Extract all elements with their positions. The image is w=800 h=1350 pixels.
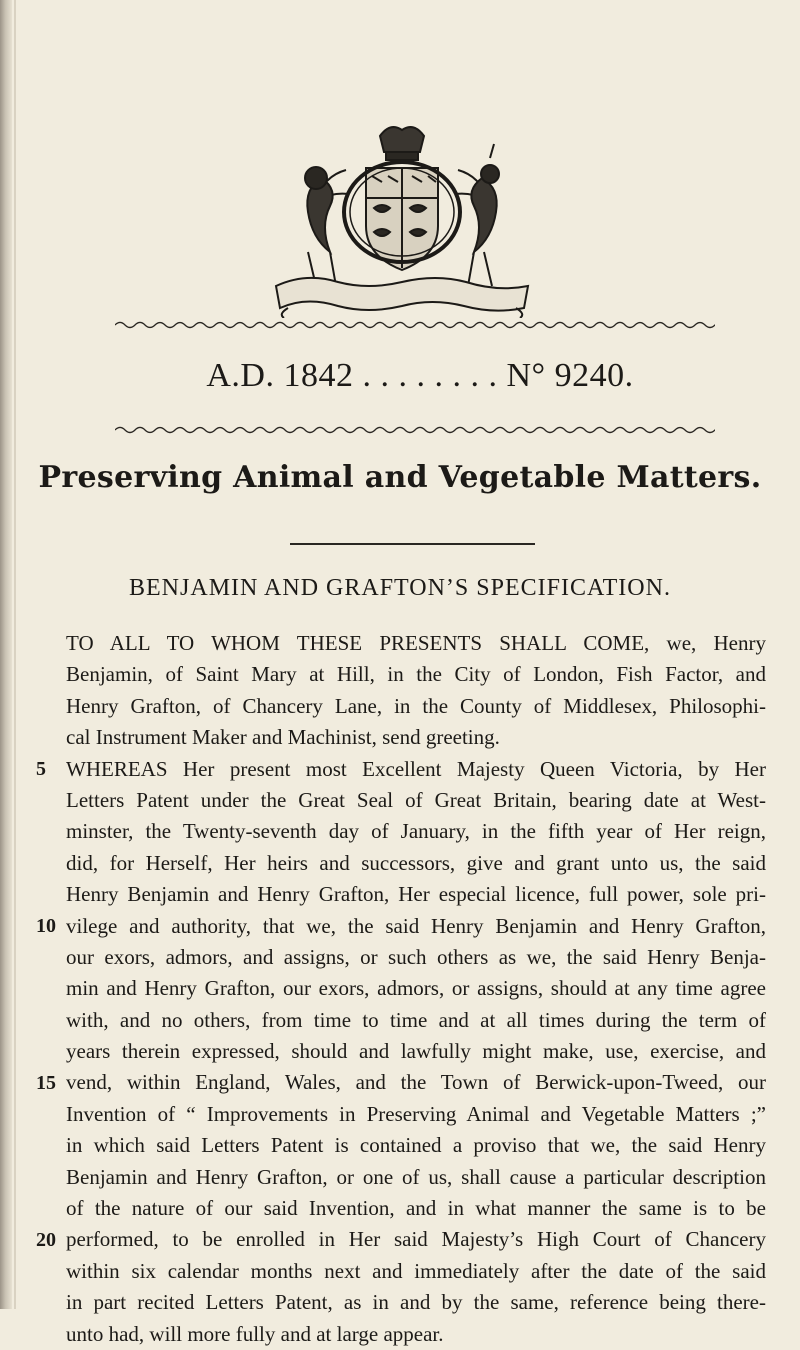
page-binding-edge — [0, 0, 12, 1309]
body-line: our exors, admors, and assigns, or such others as we, the said Henry Benja- — [66, 944, 766, 969]
body-line: unto had, will more fully and at large appear. — [66, 1321, 444, 1346]
body-line: Benjamin and Henry Grafton, or one of us, shall cause a particular description — [66, 1164, 766, 1189]
margin-line-number: 15 — [36, 1071, 56, 1094]
body-line: within six calendar months next and immediately after the date of the said — [66, 1258, 766, 1283]
patent-leader-dots: . . . . . . . . — [362, 357, 498, 394]
title-rule — [290, 543, 535, 545]
body-line: performed, to be enrolled in Her said Majesty’s High Court of Chancery — [66, 1227, 766, 1252]
body-line: TO ALL TO WHOM THESE PRESENTS SHALL COME, we, Henry — [66, 631, 766, 655]
body-line: Benjamin, of Saint Mary at Hill, in the City of London, Fish Factor, and — [66, 662, 766, 687]
body-line: in part recited Letters Patent, as in and by the same, reference being there- — [66, 1290, 766, 1315]
patent-number-line — [120, 357, 720, 395]
body-line: Henry Grafton, of Chancery Lane, in the County of Middlesex, Philosophi- — [66, 693, 766, 718]
body-line: cal Instrument Maker and Machinist, send greeting. — [66, 725, 500, 750]
body-line: did, for Herself, Her heirs and successors, give and grant unto us, the said — [66, 850, 766, 875]
body-line: Invention of “ Improvements in Preserving Animal and Vegetable Matters ;” — [66, 1101, 766, 1126]
page-binding-shadow — [14, 0, 16, 1309]
body-line: vilege and authority, that we, the said Henry Benjamin and Henry Grafton, — [66, 913, 766, 938]
body-line: in which said Letters Patent is contained a proviso that we, the said Henry — [66, 1133, 766, 1158]
wavy-rule-bottom-icon — [115, 425, 715, 435]
margin-line-number: 10 — [36, 914, 56, 937]
wavy-rule-top-icon — [115, 320, 715, 330]
body-line: Letters Patent under the Great Seal of Great Britain, bearing date at West- — [66, 787, 766, 812]
body-line: WHEREAS Her present most Excellent Majesty Queen Victoria, by Her — [66, 756, 766, 781]
margin-line-number: 5 — [36, 757, 46, 780]
body-line: of the nature of our said Invention, and in what manner the same is to be — [66, 1196, 766, 1221]
specification-heading: BENJAMIN AND GRAFTON’S SPECIFICATION. — [129, 575, 671, 601]
specification-body — [66, 628, 766, 1350]
body-line: min and Henry Grafton, our exors, admors, or assigns, should at any time agree — [66, 976, 766, 1001]
body-line: with, and no others, from time to time and at all times during the term of — [66, 1007, 766, 1032]
body-line: years therein expressed, should and lawfully might make, use, exercise, and — [66, 1039, 766, 1064]
body-line: Henry Benjamin and Henry Grafton, Her especial licence, full power, sole pri- — [66, 882, 766, 907]
margin-line-number: 20 — [36, 1228, 56, 1251]
body-line: minster, the Twenty-seventh day of January, in the fifth year of Her reign, — [66, 819, 766, 844]
patent-number: N° 9240. — [506, 357, 634, 394]
body-line: vend, within England, Wales, and the Town of Berwick-upon-Tweed, our — [66, 1070, 766, 1095]
document-title: Preserving Animal and Vegetable Matters. — [38, 460, 762, 495]
royal-coat-of-arms-icon — [268, 108, 536, 318]
patent-year: A.D. 1842 — [206, 357, 354, 394]
